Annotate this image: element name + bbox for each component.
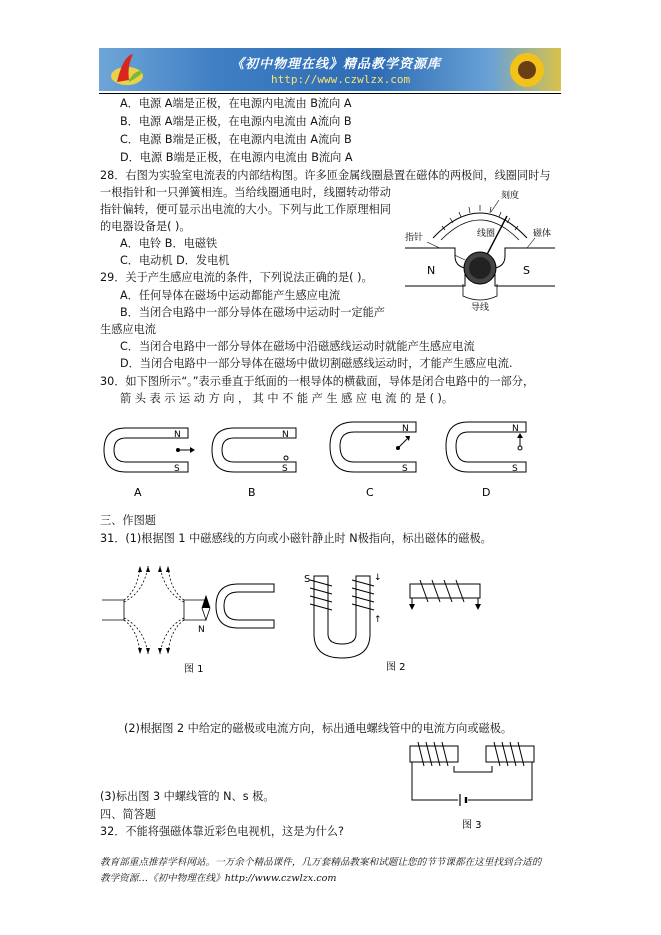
q30-stem-line2: 箭 头 表 示 运 动 方 向 ， 其 中 不 能 产 生 感 应 电 流 的 是 ( )。 xyxy=(120,392,454,405)
svg-text:N: N xyxy=(512,424,519,434)
fig1-label: 图 1 xyxy=(184,664,204,675)
q27-option-d: D．电源 B端是正极，在电源内电流由 B流向 A xyxy=(120,151,353,164)
q31-figures xyxy=(98,556,498,682)
ammeter-diagram xyxy=(405,186,555,316)
q30-label-b: B xyxy=(248,486,256,499)
q28-options-ab: A．电铃 B．电磁铁 xyxy=(120,237,218,250)
q30-magnet-c xyxy=(330,422,416,499)
sunflower-image xyxy=(497,50,557,90)
q30-magnet-d xyxy=(446,422,526,499)
label-n-pole: N xyxy=(427,264,436,277)
site-title: 《初中物理在线》精品教学资源库 xyxy=(231,57,442,72)
svg-text:N: N xyxy=(198,625,205,635)
label-scale: 刻度 xyxy=(501,191,520,201)
q28-options-cd: C．电动机 D．发电机 xyxy=(120,254,230,267)
fig1-field-lines xyxy=(102,566,206,654)
q29-option-d: D．当闭合电路中一部分导体在磁场中做切割磁感线运动时，才能产生感应电流. xyxy=(120,357,513,370)
q29-option-a: A．任何导体在磁场中运动都能产生感应电流 xyxy=(120,289,341,302)
q31-part3: (3)标出图 3 中螺线管的 N、s 极。 xyxy=(100,790,275,803)
svg-text:S: S xyxy=(282,464,288,474)
q30-magnet-a xyxy=(104,428,195,499)
fig2-label: 图 2 xyxy=(386,662,406,673)
q30-stem-line1: 30．如下图所示“。”表示垂直于纸面的一根导体的横截面，导体是闭合电路中的一部分， xyxy=(100,375,535,388)
site-logo xyxy=(107,52,147,88)
q29-stem: 29．关于产生感应电流的条件，下列说法正确的是( )。 xyxy=(100,271,373,284)
svg-text:↓: ↓ xyxy=(374,573,382,583)
q28-stem-line3: 指针偏转，便可显示出电流的大小。下列与此工作原理相同 xyxy=(100,203,391,216)
q27-option-c: C．电源 B端是正极，在电源内电流由 A流向 B xyxy=(120,133,352,146)
q29-option-b-line2: 生感应电流 xyxy=(100,323,156,336)
footer-line1: 教育部重点推荐学科网站。一万余个精品课件，几万套精品教案和试题让您的节节课都在这里找到合适的 xyxy=(100,857,542,868)
svg-text:S: S xyxy=(512,464,518,474)
q29-option-b-line1: B．当闭合电路中一部分导体在磁场中运动时一定能产 xyxy=(120,306,385,319)
svg-text:S: S xyxy=(174,464,180,474)
label-magnet: 磁体 xyxy=(533,229,552,239)
label-wire: 导线 xyxy=(471,303,490,313)
fig3-two-solenoids xyxy=(404,740,544,832)
header-banner xyxy=(99,48,561,91)
q30-label-a: A xyxy=(134,486,142,499)
fig1-u-magnet xyxy=(216,584,274,628)
q28-stem-line4: 的电器设备是( )。 xyxy=(100,220,191,233)
q27-option-a: A．电源 A端是正极，在电源内电流由 B流向 A xyxy=(120,97,352,110)
label-s-pole: S xyxy=(523,264,530,277)
q31-part2: (2)根据图 2 中给定的磁极或电流方向，标出通电螺线管中的电流方向或磁极。 xyxy=(124,722,513,735)
section3-title: 三、作图题 xyxy=(100,514,156,527)
fig3-label: 图 3 xyxy=(462,820,482,831)
q29-option-c: C．当闭合电路中一部分导体在磁场中沿磁感线运动时就能产生感应电流 xyxy=(120,340,475,353)
svg-text:S: S xyxy=(402,464,408,474)
footer-line2[interactable]: 教学资源…《初中物理在线》http://www.czwlzx.com xyxy=(100,873,337,884)
q30-label-c: C xyxy=(366,486,374,499)
q27-option-b: B．电源 A端是正极，在电源内电流由 A流向 B xyxy=(120,115,352,128)
q32-stem: 32．不能将强磁体靠近彩色电视机，这是为什么? xyxy=(100,825,344,838)
q28-stem-line2: 一根指针和一只弹簧相连。当给线圈通电时，线圈转动带动 xyxy=(100,186,391,199)
q30-label-d: D xyxy=(482,486,491,499)
label-coil: 线圈 xyxy=(477,229,496,239)
svg-text:N: N xyxy=(282,430,289,440)
q30-figure-row xyxy=(96,418,556,500)
svg-text:N: N xyxy=(402,424,409,434)
header-divider xyxy=(99,93,561,94)
q30-magnet-b xyxy=(212,428,296,499)
svg-text:N: N xyxy=(174,430,181,440)
q31-part1: 31．(1)根据图 1 中磁感线的方向或小磁针静止时 N极指向，标出磁体的磁极。 xyxy=(100,532,492,545)
q28-stem-line1: 28．右图为实验室电流表的内部结构图。许多匝金属线圈悬置在磁体的两极间，线圈同时与 xyxy=(100,169,551,182)
fig2-u-electromagnet xyxy=(304,573,382,658)
fig2-solenoid xyxy=(409,580,481,610)
svg-text:S: S xyxy=(304,574,311,585)
section4-title: 四、简答题 xyxy=(100,808,156,821)
label-pointer: 指针 xyxy=(405,233,424,243)
site-url[interactable]: http://www.czwlzx.com xyxy=(271,73,411,86)
svg-text:↑: ↑ xyxy=(374,615,382,625)
